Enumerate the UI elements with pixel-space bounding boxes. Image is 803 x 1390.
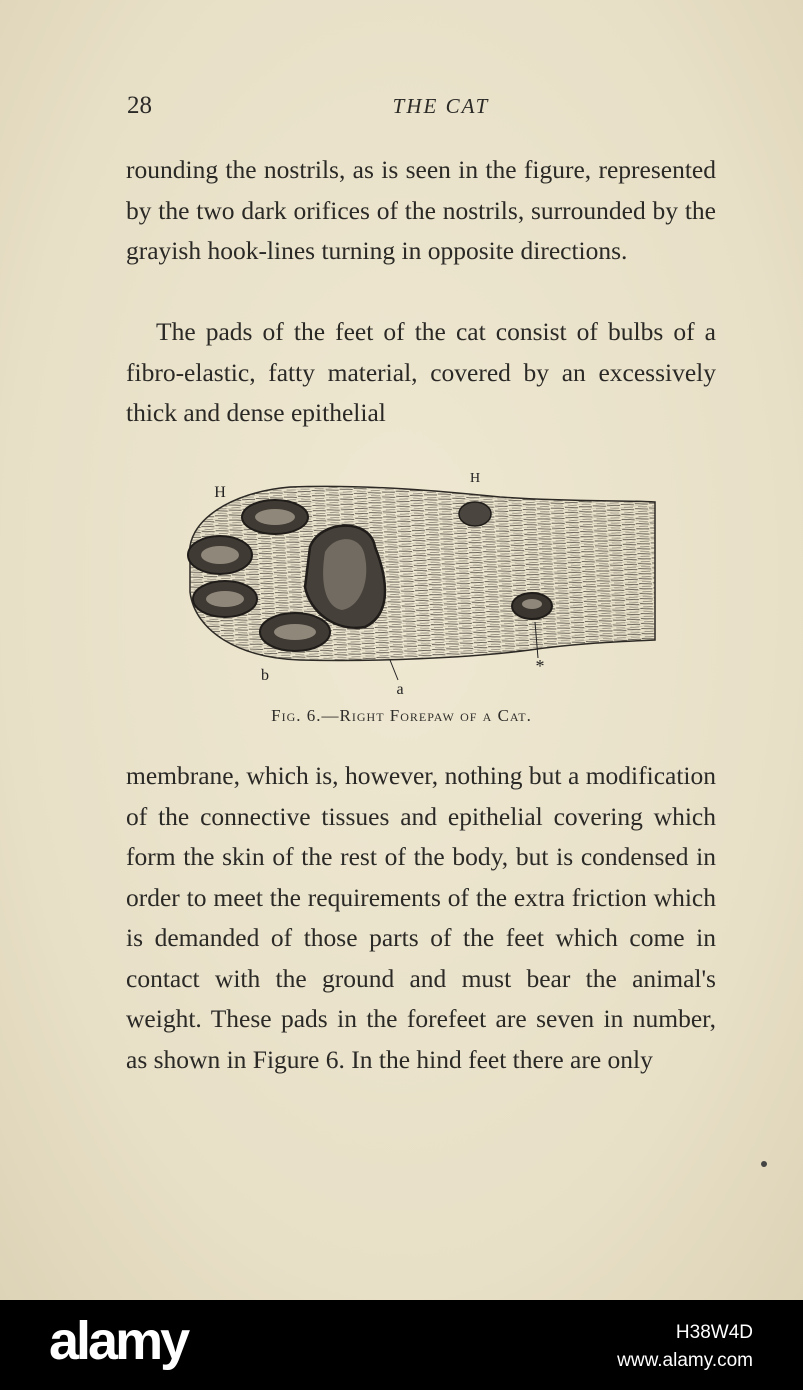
figure-label: a	[396, 681, 404, 698]
running-title: THE CAT	[392, 94, 490, 118]
paragraph-3: membrane, which is, however, nothing but a modification of the connective tissues and epithelial covering which form the skin of the rest of the body, but is condensed in order to meet the requirements of the extra friction which is demanded of those parts of the feet which come in contact with the ground and must bear the animal's weight. These pads in the forefeet are seven in number, as shown in Figure 6. In the hind feet there are only	[126, 761, 716, 1074]
figure-label: *	[535, 656, 545, 676]
paragraph-1: rounding the nostrils, as is seen in the figure, represented by the two dark orifices of the nostrils, surrounded by the grayish hook-lines turning in opposite directions.	[126, 155, 716, 265]
paragraph-2: The pads of the feet of the cat consist of bulbs of a fibro-elastic, fatty material, covered by an excessively thick and dense epithelial	[126, 317, 716, 427]
forepaw-illustration	[170, 462, 665, 702]
figure-label: H	[469, 471, 481, 486]
watermark-bar	[0, 1300, 803, 1390]
figure-label: H	[214, 484, 226, 501]
page-header	[127, 92, 715, 126]
page-number: 28	[127, 92, 152, 119]
brand-logo: alamy	[49, 1311, 188, 1371]
site-url: www.alamy.com	[617, 1350, 753, 1371]
image-id: H38W4D	[675, 1322, 753, 1343]
figure-label: b	[261, 667, 269, 684]
ink-speck	[761, 1161, 767, 1167]
figure-caption: Fig. 6.—Right Forepaw of a Cat.	[271, 706, 532, 725]
dewclaw-pad	[459, 502, 491, 526]
